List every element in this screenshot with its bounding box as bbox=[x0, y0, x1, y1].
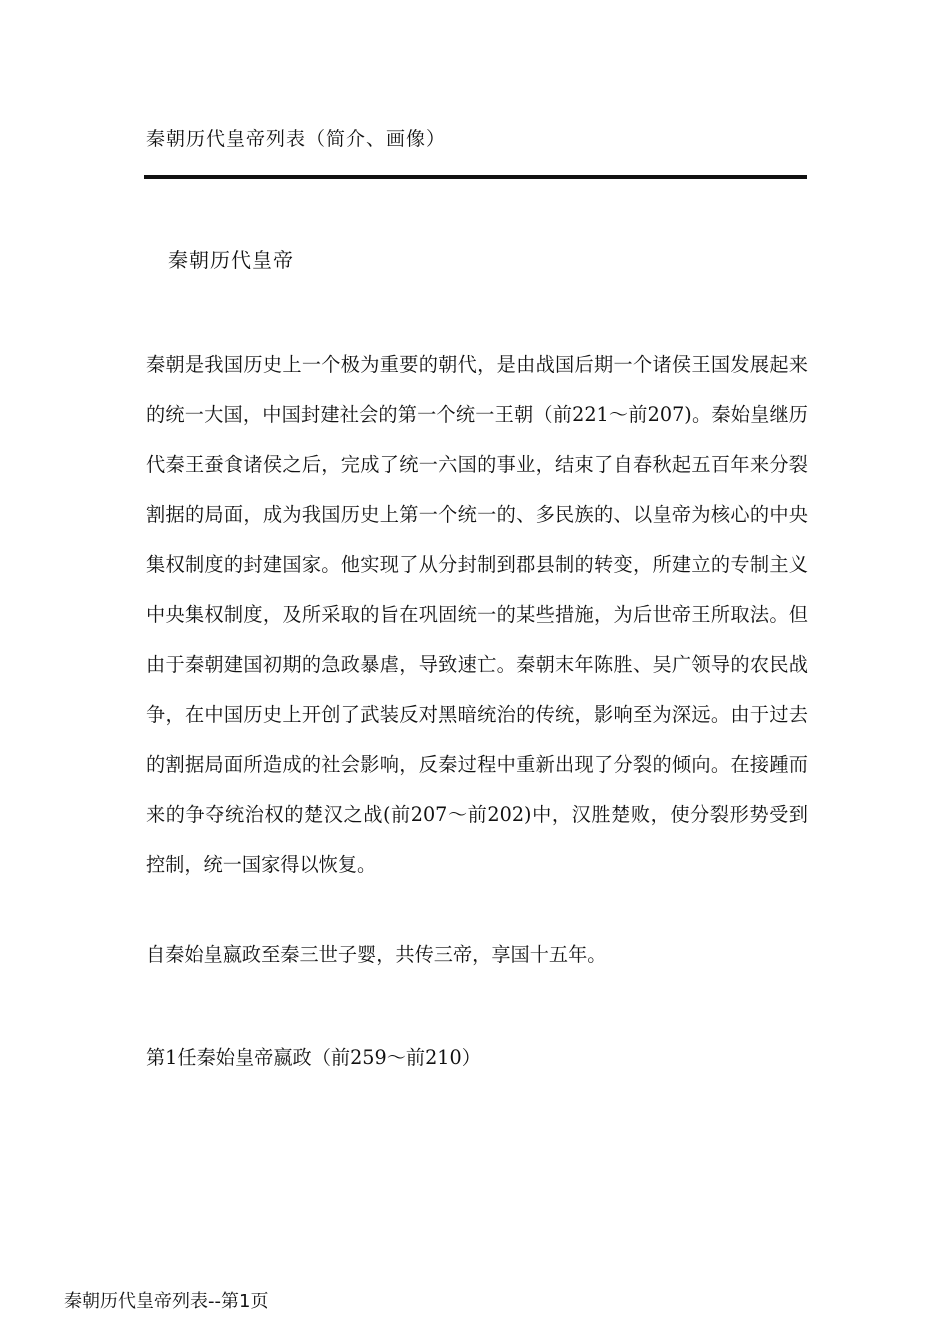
summary-paragraph: 自秦始皇嬴政至秦三世子婴，共传三帝，享国十五年。 bbox=[146, 943, 607, 966]
emperor-1-title: 第1任秦始皇帝嬴政（前259～前210） bbox=[146, 1046, 481, 1069]
page-footer: 秦朝历代皇帝列表--第1页 bbox=[64, 1291, 269, 1312]
intro-paragraph: 秦朝是我国历史上一个极为重要的朝代，是由战国后期一个诸侯王国发展起来的统一大国，中国封建社会的第一个统一王朝（前221～前207)。秦始皇继历代秦王蚕食诸侯之后，完成了统一六国的事业，结束了自春秋起五百年来分裂割据的局面，成为我国历史上第一个统一的、多民族的、以皇帝为核心的中央集权制度的封建国家。他实现了从分封制到郡县制的转变，所建立的专制主义中央集权制度，及所采取的旨在巩固统一的某些措施，为后世帝王所取法。但由于秦朝建国初期的急政暴虐，导致速亡。秦朝末年陈胜、吴广领导的农民战争，在中国历史上开创了武装反对黑暗统治的传统，影响至为深远。由于过去的割据局面所造成的社会影响，反秦过程中重新出现了分裂的倾向。在接踵而来的争夺统治权的楚汉之战(前207～前202)中，汉胜楚败，使分裂形势受到控制，统一国家得以恢复。 bbox=[146, 353, 808, 876]
document-header-title: 秦朝历代皇帝列表（简介、画像） bbox=[146, 128, 447, 150]
header-divider bbox=[144, 175, 807, 179]
section-heading: 秦朝历代皇帝 bbox=[168, 248, 294, 272]
